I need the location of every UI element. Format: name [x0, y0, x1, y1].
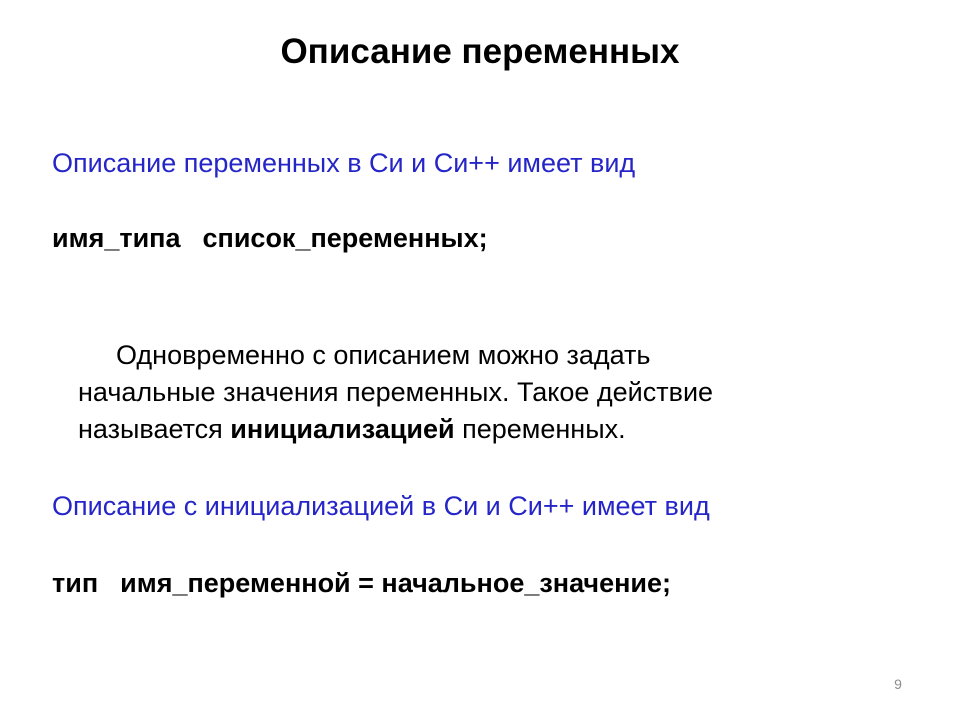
syntax-declaration: [52, 221, 488, 255]
paragraph-line-3-prefix: называется: [78, 414, 231, 444]
syntax-initialization-expression: имя_переменной = начальное_значение;: [120, 568, 672, 598]
initialization-paragraph: [78, 337, 878, 448]
page-number: 9: [894, 676, 902, 692]
paragraph-line-3-suffix: переменных.: [454, 414, 626, 444]
paragraph-line-2: начальные значения переменных. Такое действие: [78, 377, 714, 407]
intro-line-initialization: Описание с инициализацией в Си и Си++ имеет вид: [52, 491, 710, 521]
paragraph-line-3: [78, 411, 878, 448]
intro-line-declaration: Описание переменных в Си и Си++ имеет вид: [52, 148, 636, 178]
syntax-declaration-type: имя_типа: [52, 223, 181, 253]
syntax-declaration-list: список_переменных;: [202, 223, 488, 253]
slide-title: Описание переменных: [280, 32, 680, 71]
syntax-initialization: [52, 566, 671, 600]
paragraph-line-1: Одновременно с описанием можно задать: [116, 340, 651, 370]
syntax-initialization-type: тип: [52, 568, 99, 598]
initialization-term: инициализацией: [230, 414, 455, 444]
